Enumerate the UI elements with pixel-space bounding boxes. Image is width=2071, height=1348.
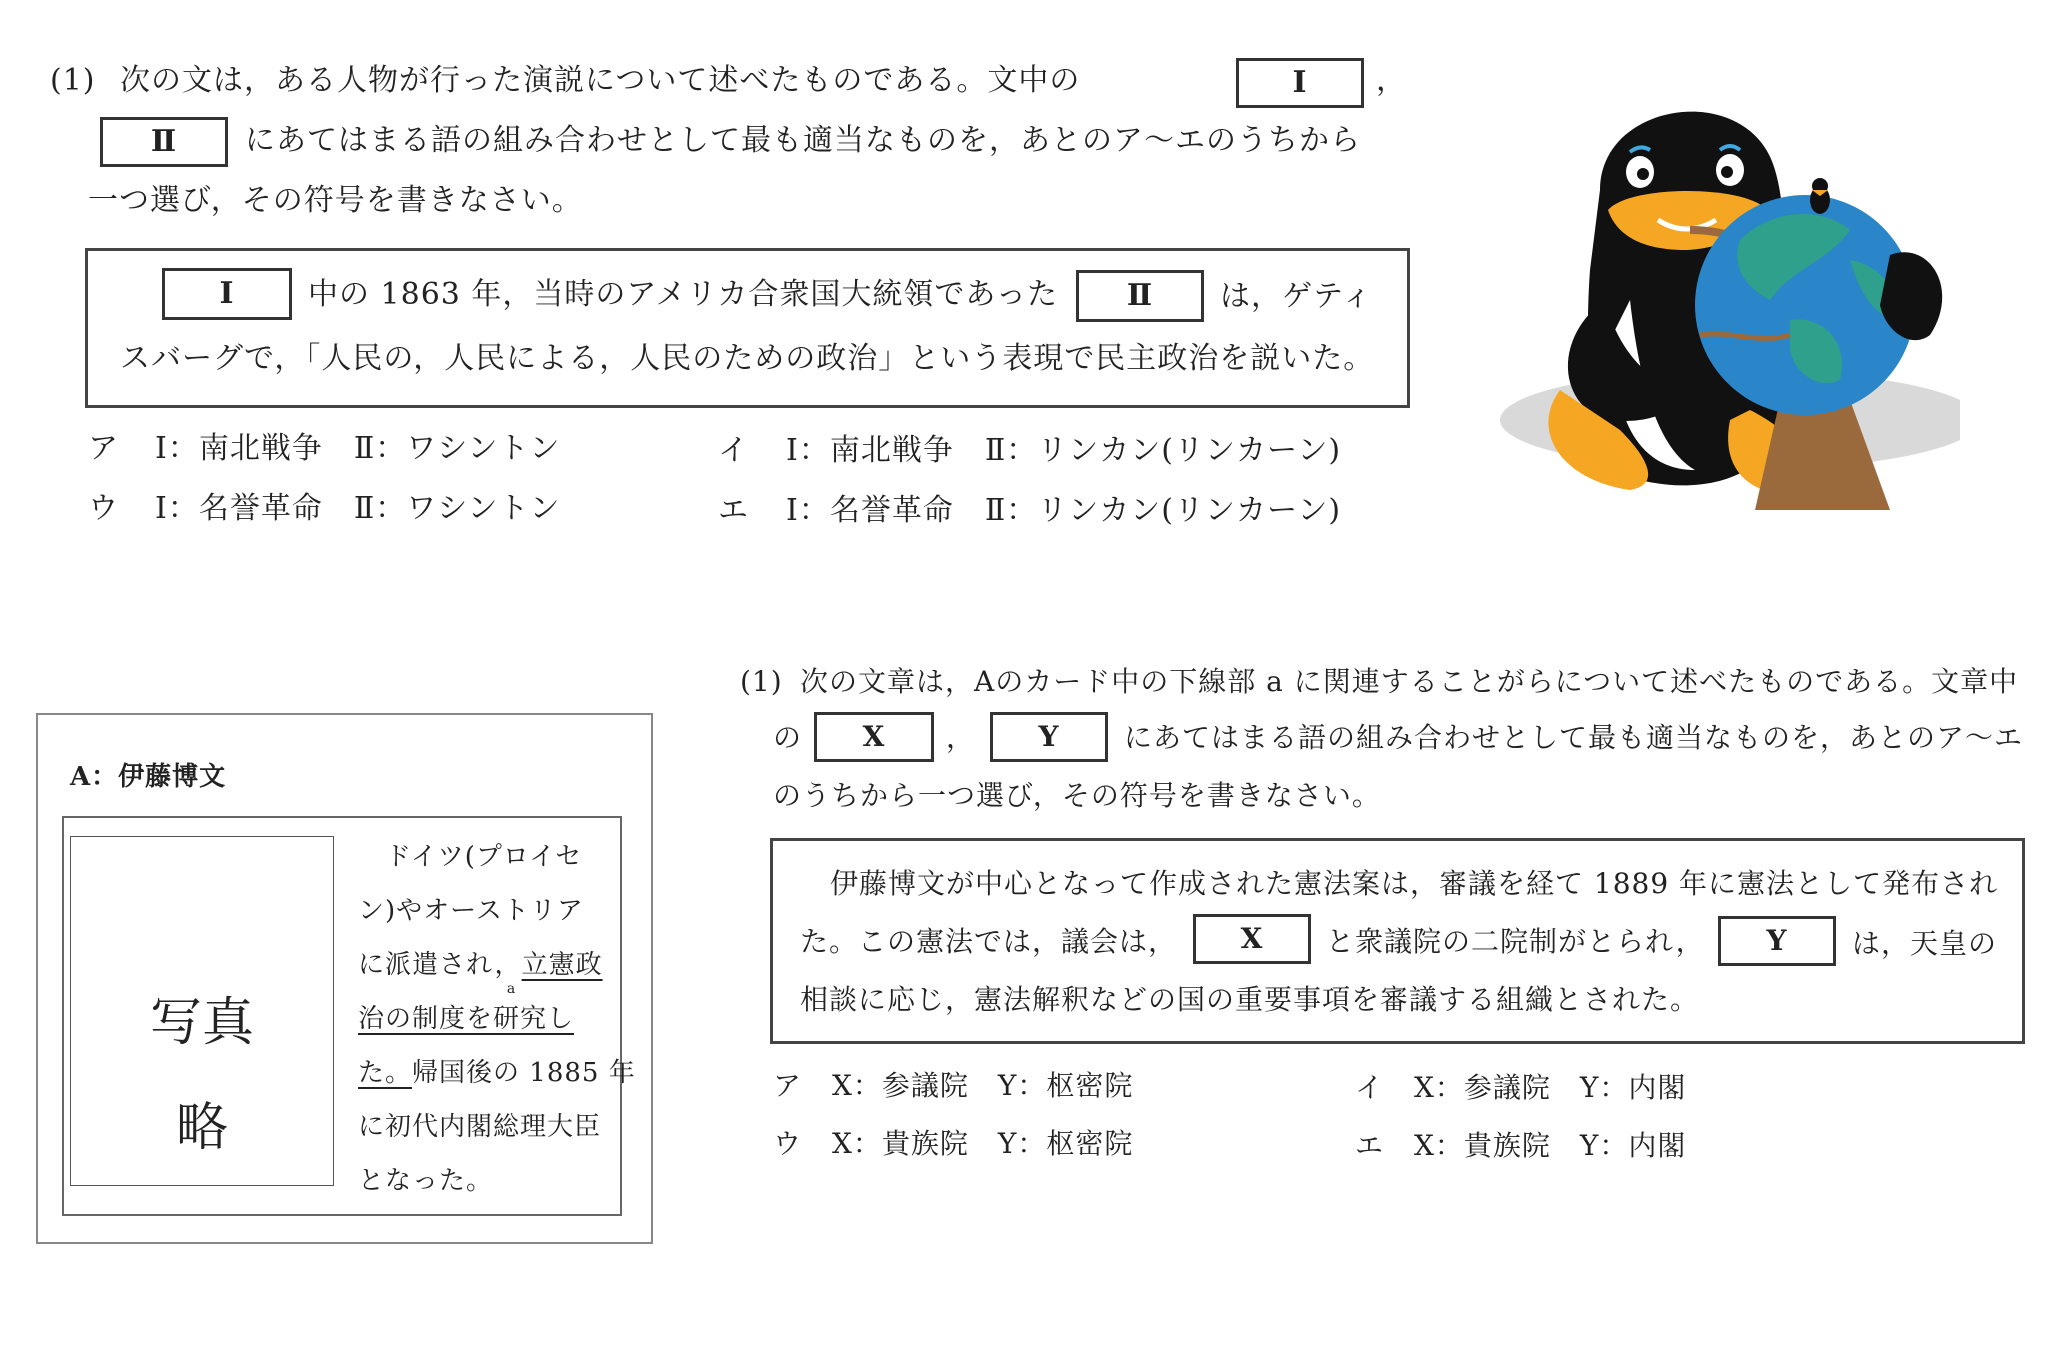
photo-label-1: 写真 xyxy=(149,993,254,1053)
q2-blank-y: Y xyxy=(990,712,1108,762)
card-heading: A：伊藤博文 xyxy=(70,762,227,792)
q2-box-line2b: と衆議院の二院制がとられ， xyxy=(1326,925,1705,958)
q1-option-a-mark: ア xyxy=(88,431,119,466)
q1-box-line1a: 中の 1863 年，当時のアメリカ合衆国大統領であった xyxy=(308,277,1059,312)
card-line-3: に派遣され，立憲政 a xyxy=(358,950,603,997)
q1-box-line2: スバーグで，「人民の，人民による，人民のための政治」という表現で民主政治を説いた。 xyxy=(120,341,1375,376)
q2-option-u-mark: ウ xyxy=(773,1127,803,1160)
q2-option-e-mark: エ xyxy=(1355,1129,1385,1162)
q2-option-i-mark: イ xyxy=(1355,1071,1385,1104)
q1-blank-i: Ⅰ xyxy=(1236,58,1364,108)
q1-option-u-mark: ウ xyxy=(88,491,119,526)
q1-box-line1b: は，ゲティ xyxy=(1220,279,1373,314)
q2-box-blank-x: X xyxy=(1193,914,1311,964)
q2-option-u-text: X：貴族院 Y：枢密院 xyxy=(832,1127,1134,1160)
q2-blank-x: X xyxy=(814,712,934,762)
penguin-globe-illustration xyxy=(1490,90,1960,550)
q1-line1: 次の文は，ある人物が行った演説について述べたものである。文中の xyxy=(120,63,1081,98)
q2-option-e-text: X：貴族院 Y：内閣 xyxy=(1414,1129,1687,1162)
q1-option-i-mark: イ xyxy=(718,433,749,468)
q2-box-blank-y: Y xyxy=(1718,916,1836,966)
q1-comma: ， xyxy=(1376,63,1407,98)
card-line-5: た。帰国後の 1885 年 xyxy=(358,1058,636,1088)
q2-option-i-text: X：参議院 Y：内閣 xyxy=(1414,1071,1687,1104)
q1-option-e-mark: エ xyxy=(718,493,749,528)
q1-option-e-text: Ⅰ：名誉革命 Ⅱ：リンカン(リンカーン) xyxy=(786,493,1342,528)
q2-option-a-text: X：参議院 Y：枢密院 xyxy=(832,1069,1134,1102)
card-line-2: ン)やオーストリア xyxy=(358,896,584,926)
q2-number: (1) xyxy=(740,665,783,698)
q2-box-line3: 相談に応じ，憲法解釈などの国の重要事項を審議する組織とされた。 xyxy=(800,983,1700,1016)
card-line-7: となった。 xyxy=(358,1166,494,1196)
card-line-4: 治の制度を研究し xyxy=(358,1004,575,1034)
q1-option-u-text: Ⅰ：名誉革命 Ⅱ：ワシントン xyxy=(155,491,561,526)
q1-number: (1) xyxy=(50,63,96,98)
q2-box-line2c: は，天皇の xyxy=(1852,927,1998,960)
q2-line3: のうちから一つ選び，その符号を書きなさい。 xyxy=(773,779,1381,812)
q1-box-blank-i: Ⅰ xyxy=(162,268,292,320)
underline-a-label: a xyxy=(506,981,517,997)
card-line-6: に初代内閣総理大臣 xyxy=(358,1112,602,1142)
q1-box-blank-ii: Ⅱ xyxy=(1076,270,1204,322)
photo-label-2: 略 xyxy=(175,1098,228,1158)
q2-box-line1: 伊藤博文が中心となって作成された憲法案は，審議を経て 1889 年に憲法として発布され xyxy=(830,867,1999,900)
q2-line2b: にあてはまる語の組み合わせとして最も適当なものを，あとのア～エ xyxy=(1124,721,2024,754)
q1-line3: 一つ選び，その符号を書きなさい。 xyxy=(88,183,583,218)
underline-a-start: 立憲政 a xyxy=(506,950,603,997)
card-line-1: ドイツ(プロイセ xyxy=(385,842,583,872)
q1-option-i-text: Ⅰ：南北戦争 Ⅱ：リンカン(リンカーン) xyxy=(786,433,1342,468)
q1-blank-ii: Ⅱ xyxy=(100,117,228,167)
q2-line1: 次の文章は，Aのカード中の下線部 a に関連することがらについて述べたものである。文章中 xyxy=(800,665,2019,698)
q1-line2: にあてはまる語の組み合わせとして最も適当なものを，あとのア～エのうちから xyxy=(245,123,1361,158)
q2-box-line2a: た。この憲法では，議会は， xyxy=(800,925,1178,958)
q1-option-a-text: Ⅰ：南北戦争 Ⅱ：ワシントン xyxy=(155,431,561,466)
q2-line2a: の xyxy=(773,721,803,754)
q2-option-a-mark: ア xyxy=(773,1069,803,1102)
q2-comma: ， xyxy=(946,721,976,754)
